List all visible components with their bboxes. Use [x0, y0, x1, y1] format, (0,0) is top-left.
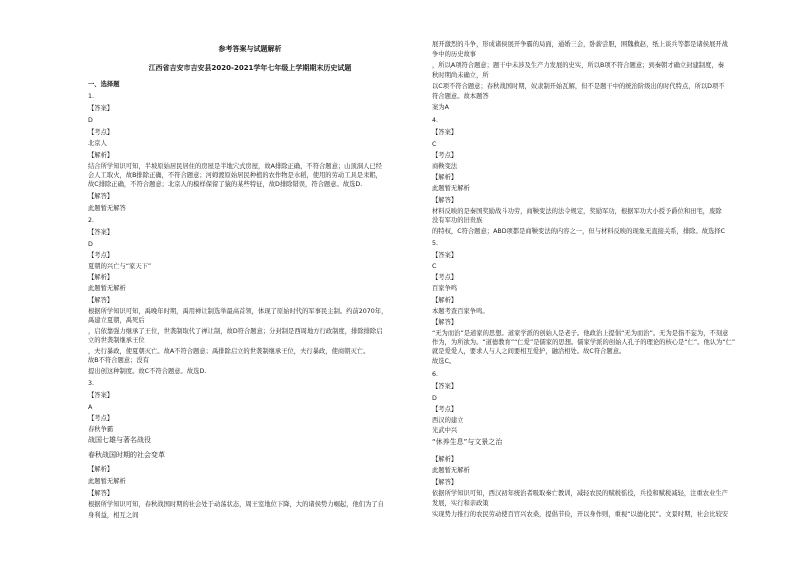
- text-line: 根据所学知识可知，春秋战国时期的社会处于动荡状态，周王室地位下降，大的诸侯势力崛起，他们为了自: [88, 501, 384, 508]
- text-line: 【考点】: [88, 129, 114, 136]
- text-line: 【解答】: [432, 319, 458, 326]
- text-line: 故选C。: [432, 358, 456, 365]
- text-line: 此题暂无解答: [88, 205, 126, 212]
- text-line: 发展，实行和亲政策: [432, 500, 489, 507]
- text-line: 争中的历史故事: [432, 51, 477, 58]
- text-line: 江西省吉安市吉安县2020-2021学年七年级上学期期末历史试题: [148, 64, 352, 72]
- text-line: 【解析】: [88, 152, 114, 159]
- text-line: 符合题意。故本题答: [432, 93, 489, 100]
- text-line: 【答案】: [432, 383, 458, 390]
- text-line: 身利益，相互之间: [88, 512, 139, 519]
- right-column: [432, 0, 770, 562]
- text-line: 此题暂无解析: [88, 478, 126, 485]
- text-line: 春秋争霸: [88, 426, 114, 433]
- text-line: 商鞅变法: [432, 163, 458, 170]
- text-line: 【解析】: [88, 274, 114, 281]
- text-line: 提出创这种制度。故C不符合题意。故选D.: [88, 368, 207, 375]
- text-line: “无为而治”是道家的思想。道家学派的创始人是老子。他政治上提倡“无为而治”。无为是指不妄为，不刻意: [432, 330, 729, 337]
- text-line: 6.: [432, 371, 439, 378]
- text-line: 禹建立夏朝，禹死后: [88, 317, 145, 324]
- text-line: 1.: [88, 93, 95, 100]
- text-line: 【解答】: [88, 297, 114, 304]
- text-line: 西汉的建立: [432, 417, 464, 424]
- text-line: 故B不符合题意；没有: [88, 357, 149, 364]
- text-line: 【答案】: [432, 129, 458, 136]
- text-line: C: [432, 141, 437, 148]
- text-line: 依据所学知识可知，西汉初年统治者吸取秦亡教训，减轻农民的赋税徭役，兵役和赋税减轻，注重农业生产: [432, 490, 728, 497]
- text-line: 夏朝的兴亡与“家天下”: [88, 263, 152, 270]
- text-line: 【答案】: [432, 252, 458, 259]
- text-line: 光武中兴: [432, 427, 458, 434]
- text-line: 会人工取火，故B排除正确，不符合题意；河姆渡原始居民种植的农作物是水稻，使用的劳动工具是耒耜，: [88, 172, 382, 179]
- text-line: 本题考查百家争鸣。: [432, 308, 489, 315]
- text-line: 【答案】: [88, 392, 114, 399]
- text-line: A: [88, 404, 93, 411]
- text-line: 参考答案与试题解析: [218, 45, 282, 53]
- text-line: 【解析】: [432, 174, 458, 181]
- text-line: 【解析】: [88, 466, 114, 473]
- text-line: 没有军功的旧贵族: [432, 217, 483, 224]
- text-line: 2.: [88, 217, 95, 224]
- text-line: 根据所学知识可知，禹晚年时期，禹用禅让制选举最高首领，体现了原始时代的军事民主制。约前2070年，: [88, 308, 388, 315]
- text-line: 作为，为所欲为。“道德教育”“仁爱”是儒家的思想。儒家学派的创始人孔子的理论的核心是“仁”。他认为“仁”: [432, 339, 736, 346]
- text-line: ，所以A项符合题意；题干中未涉及生产力发展的史实，所以B项不符合题意；到秦朝才确立封建制度，秦: [432, 62, 724, 69]
- text-line: ，夫行暴政，使夏朝灭亡。故A不符合题意；禹排除启立的世袭制继承王位，夫行暴政，使商朝灭亡。: [88, 348, 370, 355]
- text-line: 【解析】: [432, 456, 458, 463]
- text-line: ，启依靠强力继承了王位，世袭制取代了禅让制，故D符合题意；分封制是西周地方行政制度，排除排除启: [88, 328, 383, 335]
- text-line: 春秋战国时期的社会变革: [88, 451, 165, 459]
- text-line: 材料反映的是秦国奖励战斗功劳，商鞅变法的法令规定，奖励军功，根据军功大小授予爵位和田宅，废除: [432, 208, 722, 215]
- text-line: 【考点】: [432, 152, 458, 159]
- text-line: 战国七雄与著名战役: [88, 436, 151, 444]
- text-line: 实现势力推行的农民劳动使百官兴农桑，提倡节俭，开以身作则，重视“以德化民”。文景时期，社会比较安: [432, 511, 729, 518]
- text-line: 【考点】: [88, 252, 114, 259]
- text-line: 【考点】: [432, 274, 458, 281]
- text-line: D: [88, 241, 93, 248]
- text-line: 此题暂无解析: [88, 285, 126, 292]
- text-line: 5.: [432, 240, 439, 247]
- text-line: 【考点】: [88, 415, 114, 422]
- text-line: 此题暂无解析: [432, 185, 470, 192]
- text-line: 百家争鸣: [432, 285, 458, 292]
- text-line: 故C排除正确，不符合题意；北京人的模样保留了猿的某些特征，故D排除错误，符合题意。故选D.: [88, 181, 363, 188]
- text-line: D: [88, 117, 93, 124]
- text-line: C: [432, 263, 437, 270]
- left-column: [88, 0, 412, 562]
- text-line: 秋时期尚未确立，所: [432, 72, 489, 79]
- text-line: 【答案】: [88, 229, 114, 236]
- text-line: 一、选择题: [88, 81, 120, 88]
- text-line: 【考点】: [432, 406, 458, 413]
- text-line: 【解答】: [432, 479, 458, 486]
- text-line: 立的世袭制继承王位: [88, 337, 145, 344]
- text-line: 4.: [432, 117, 439, 124]
- text-line: “休养生息”与文景之治: [432, 438, 503, 446]
- text-line: 以C项不符合题意；春秋战国时期，奴隶制开始瓦解，但不是题干中的统治阶级出的时代特点，所以D项不: [432, 83, 725, 90]
- text-line: 【解答】: [432, 197, 458, 204]
- text-line: 【答案】: [88, 105, 114, 112]
- text-line: 北京人: [88, 140, 107, 147]
- text-line: 案为A: [432, 104, 449, 111]
- text-line: 【解析】: [432, 297, 458, 304]
- text-line: 就是爱爱人，要求人与人之间要相互爱护，融洽相处。故C符合题意。: [432, 348, 626, 355]
- text-line: 3.: [88, 380, 95, 387]
- text-line: D: [432, 395, 437, 402]
- text-line: 【解答】: [88, 193, 114, 200]
- text-line: 结合所学知识可知，半坡原始居民居住的房屋是半地穴式房屋，故A排除正确，不符合题意；山顶洞人已经: [88, 163, 382, 170]
- text-line: 展开激烈的斗争，形成诸侯展开争霸的局面，通婚三会，卧薪尝胆，围魏救赵，纸上谈兵等都是诸侯展开战: [432, 41, 728, 48]
- text-line: 此题暂无解析: [432, 467, 470, 474]
- text-line: 的特权，C符合题意；ABD项都是商鞅变法的内容之一，但与材料反映的现象无直接关系，排除。故选择C: [432, 228, 726, 235]
- text-line: 【解答】: [88, 490, 114, 497]
